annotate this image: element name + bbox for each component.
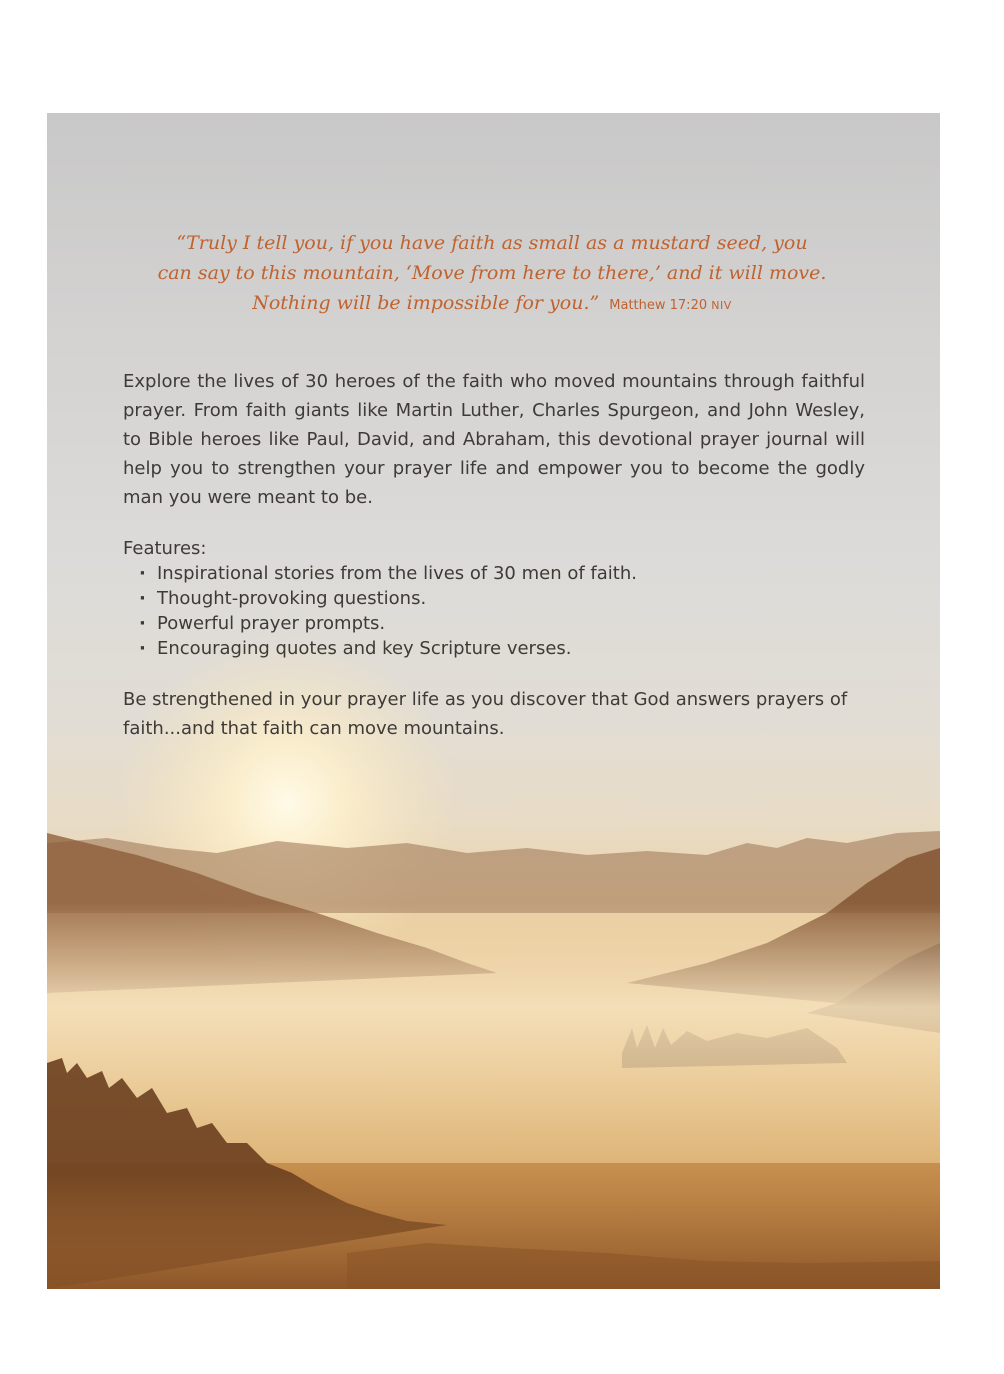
quote-reference xyxy=(609,298,731,313)
features-heading: Features: xyxy=(123,538,207,559)
quote-reference-verse: Matthew 17:20 xyxy=(609,298,708,313)
quote-reference-version: NIV xyxy=(711,299,732,312)
list-item: · Powerful prayer prompts. xyxy=(137,611,637,636)
quote-text: “Truly I tell you, if you have faith as small as a mustard seed, you can say to this mountain, ‘Move from here to there,’ and it will move. Nothing will be impossible for you.” xyxy=(157,232,827,314)
intro-paragraph: Explore the lives of 30 heroes of the faith who moved mountains through faithful prayer. From faith giants like Martin Luther, Charles Spurgeon, and John Wesley, to Bible heroes like Paul, David, and Abraham, this devotional prayer journal will help you to strengthen your prayer life and empower you to become the godly man you were meant to be. xyxy=(123,371,865,508)
book-back-cover xyxy=(47,113,940,1289)
list-item: · Inspirational stories from the lives of 30 men of faith. xyxy=(137,561,637,586)
list-item: · Thought-provoking questions. xyxy=(137,586,637,611)
list-item: · Encouraging quotes and key Scripture verses. xyxy=(137,636,637,661)
closing-paragraph: Be strengthened in your prayer life as you discover that God answers prayers of faith...and that faith can move mountains. xyxy=(123,689,848,739)
scripture-quote xyxy=(157,228,827,321)
features-list xyxy=(137,561,637,661)
